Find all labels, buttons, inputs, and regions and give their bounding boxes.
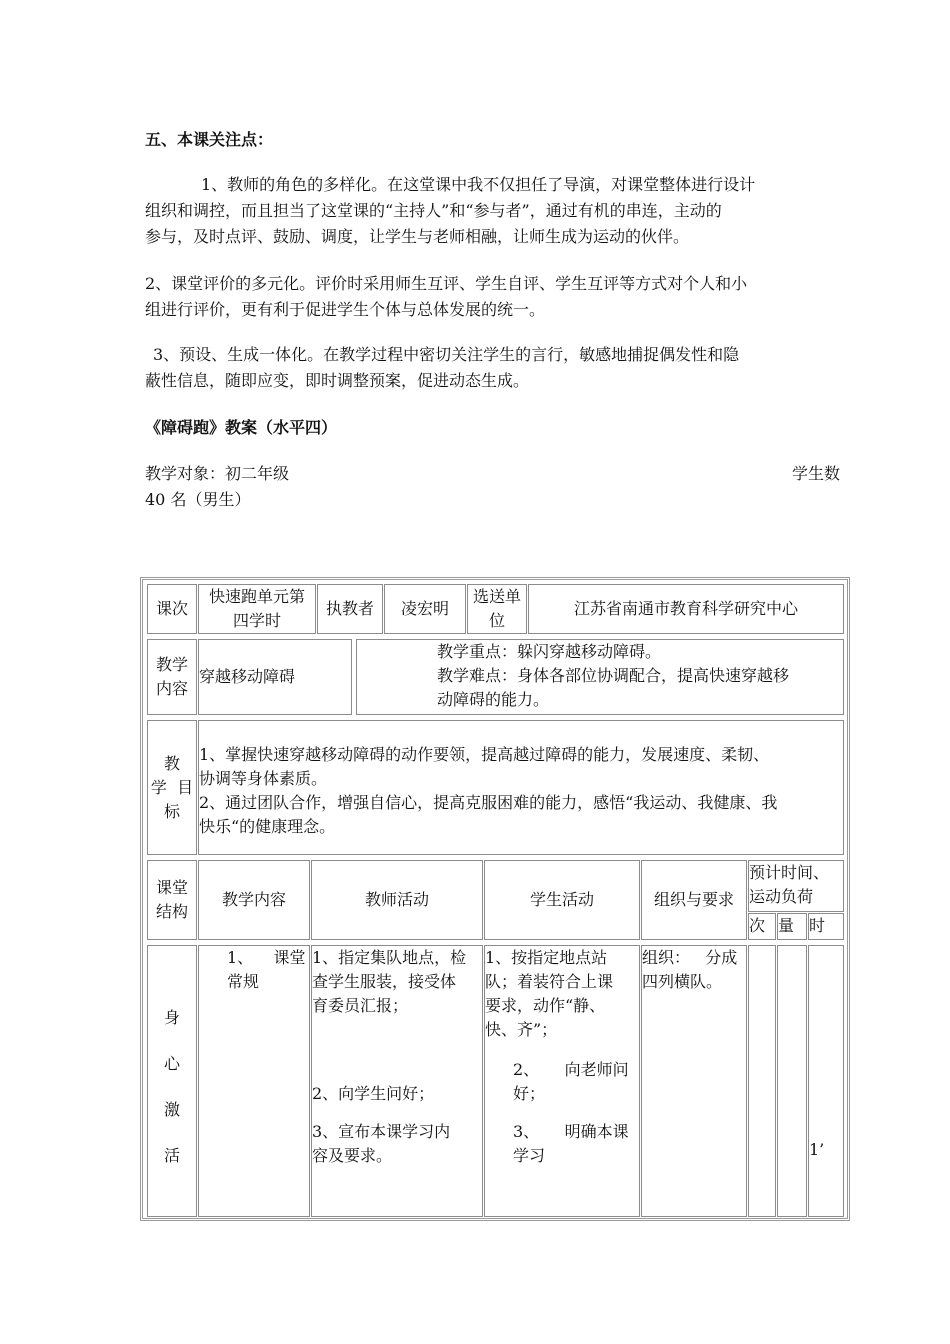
cell-unit [198,584,316,634]
header-org [641,860,747,940]
students-label: 学生数 [792,464,841,483]
paragraph-3 [145,342,865,394]
body-student [484,945,640,1217]
cell-line: 教学 [155,655,188,674]
phase-char: 身 [163,1008,180,1027]
cell-text: 量 [778,916,795,935]
cell-content [198,639,352,715]
cell-content-label [147,639,197,715]
body-time [808,945,844,1217]
paragraph-line: 蔽性信息，随即应变，即时调整预案，促进动态生成。 [145,371,530,390]
cell-text: 穿越移动障碍 [199,667,296,686]
cell-line: 组织： 分成 [642,948,738,967]
header-student [484,860,640,940]
paragraph-line: 3、预设、生成一体化。在教学过程中密切关注学生的言行，敏感地捕捉偶发性和隐 [153,345,740,364]
paragraph-line: 组织和调控，而且担当了这堂课的“主持人”和“参与者”，通过有机的串连，主动的 [145,201,722,220]
cell-lesson-label [147,584,197,634]
paragraph-line: 1、教师的角色的多样化。在这堂课中我不仅担任了导演，对课堂整体进行设计 [201,175,756,194]
cell-key-points [356,639,844,715]
cell-line: 位 [488,611,505,630]
cell-line: 2、 向老师问 [513,1060,629,1079]
body-org [641,945,747,1217]
cell-text: 教师活动 [364,890,429,909]
cell-line: 好； [513,1084,546,1103]
header-content [198,860,310,940]
cell-line: 选送单 [472,587,521,606]
cell-line: 3、宣布本课学习内 [312,1122,451,1141]
cell-line: 课堂 [155,878,188,897]
section-heading: 五、本课关注点： [145,130,274,149]
cell-teacher [384,584,466,634]
cell-line: 教学难点：身体各部位协调配合，提高快速穿越移 [437,666,790,685]
cell-line: 内容 [155,679,188,698]
cell-line: 快速跑单元第 [208,587,305,606]
cell-text: 教学内容 [221,890,286,909]
cell-line: 育委员汇报； [312,996,409,1015]
cell-line: 队；着装符合上课 [485,972,614,991]
cell-dept [528,584,844,634]
paragraph-line: 2、课堂评价的多元化。评价时采用师生互评、学生自评、学生互评等方式对个人和小 [145,274,748,293]
header-structure [147,860,197,940]
header-sub-time [808,913,844,940]
cell-line: 1、 课堂 [227,948,306,967]
header-sub-amount [777,913,807,940]
cell-line: 四列横队。 [642,972,723,991]
cell-line: 结构 [155,902,188,921]
cell-line: 要求，动作“静、 [485,996,606,1015]
cell-line: 2、向学生问好； [312,1084,435,1103]
lesson-table [140,577,850,1221]
cell-text: 课次 [155,599,188,618]
cell-text: 次 [749,916,766,935]
paragraph-2 [145,271,865,323]
paragraph-1 [145,172,865,250]
header-time [748,860,844,912]
cell-line: 1、按指定地点站 [485,948,608,967]
phase-char: 活 [163,1146,180,1165]
paragraph-line: 参与，及时点评、鼓励、调度，让学生与老师相融，让师生成为运动的伙伴。 [145,227,690,246]
cell-teacher-label [317,584,383,634]
body-teacher [311,945,483,1217]
phase-char: 心 [163,1054,180,1073]
cell-line: 教学重点：躲闪穿越移动障碍。 [437,642,662,661]
body-amount [777,945,807,1217]
paragraph-line: 组进行评价，更有利于促进学生个体与总体发展的统一。 [145,300,546,319]
cell-line: 1、指定集队地点，检 [312,948,467,967]
cell-line: 快、齐”； [485,1020,558,1039]
cell-line: 标 [163,801,180,821]
header-teacher [311,860,483,940]
cell-line: 运动负荷 [749,887,814,906]
cell-line: 快乐“的健康理念。 [199,817,336,836]
cell-line: 四学时 [232,611,281,630]
cell-line: 1、掌握快速穿越移动障碍的动作要领，提高越过障碍的能力，发展速度、柔韧、 [199,745,770,764]
time-value: 1’ [809,1140,825,1159]
cell-line: 查学生服装，接受体 [312,972,457,991]
cell-line: 动障碍的能力。 [437,690,550,709]
cell-line: 2、通过团队合作，增强自信心，提高克服困难的能力，感悟“我运动、我健康、我 [199,793,778,812]
students-count: 40 名（男生） [145,490,251,509]
cell-text: 执教者 [325,599,374,618]
body-count [748,945,776,1217]
cell-text: 江苏省南通市教育科学研究中心 [573,599,798,618]
body-content [198,945,310,1217]
cell-text: 凌宏明 [400,599,449,618]
cell-line: 协调等身体素质。 [199,769,328,788]
cell-line: 学习 [513,1146,546,1165]
plan-title: 《障碍跑》教案（水平四） [145,418,338,437]
phase-char: 激 [163,1100,180,1119]
cell-text: 学生活动 [529,890,594,909]
cell-line: 3、 明确本课 [513,1122,629,1141]
cell-line: 容及要求。 [312,1146,393,1165]
cell-text: 组织与要求 [653,890,734,909]
body-phase [147,945,197,1217]
cell-goal-label [147,720,197,855]
cell-line: 预计时间、 [749,863,830,882]
teaching-target: 教学对象：初二年级 [145,464,290,483]
cell-line: 常规 [227,972,260,991]
cell-line: 教 [163,753,180,773]
cell-text: 时 [809,916,826,935]
cell-dept-label [467,584,527,634]
cell-line: 学 目 [150,777,194,797]
header-sub-count [748,913,776,940]
cell-goals [198,720,844,855]
